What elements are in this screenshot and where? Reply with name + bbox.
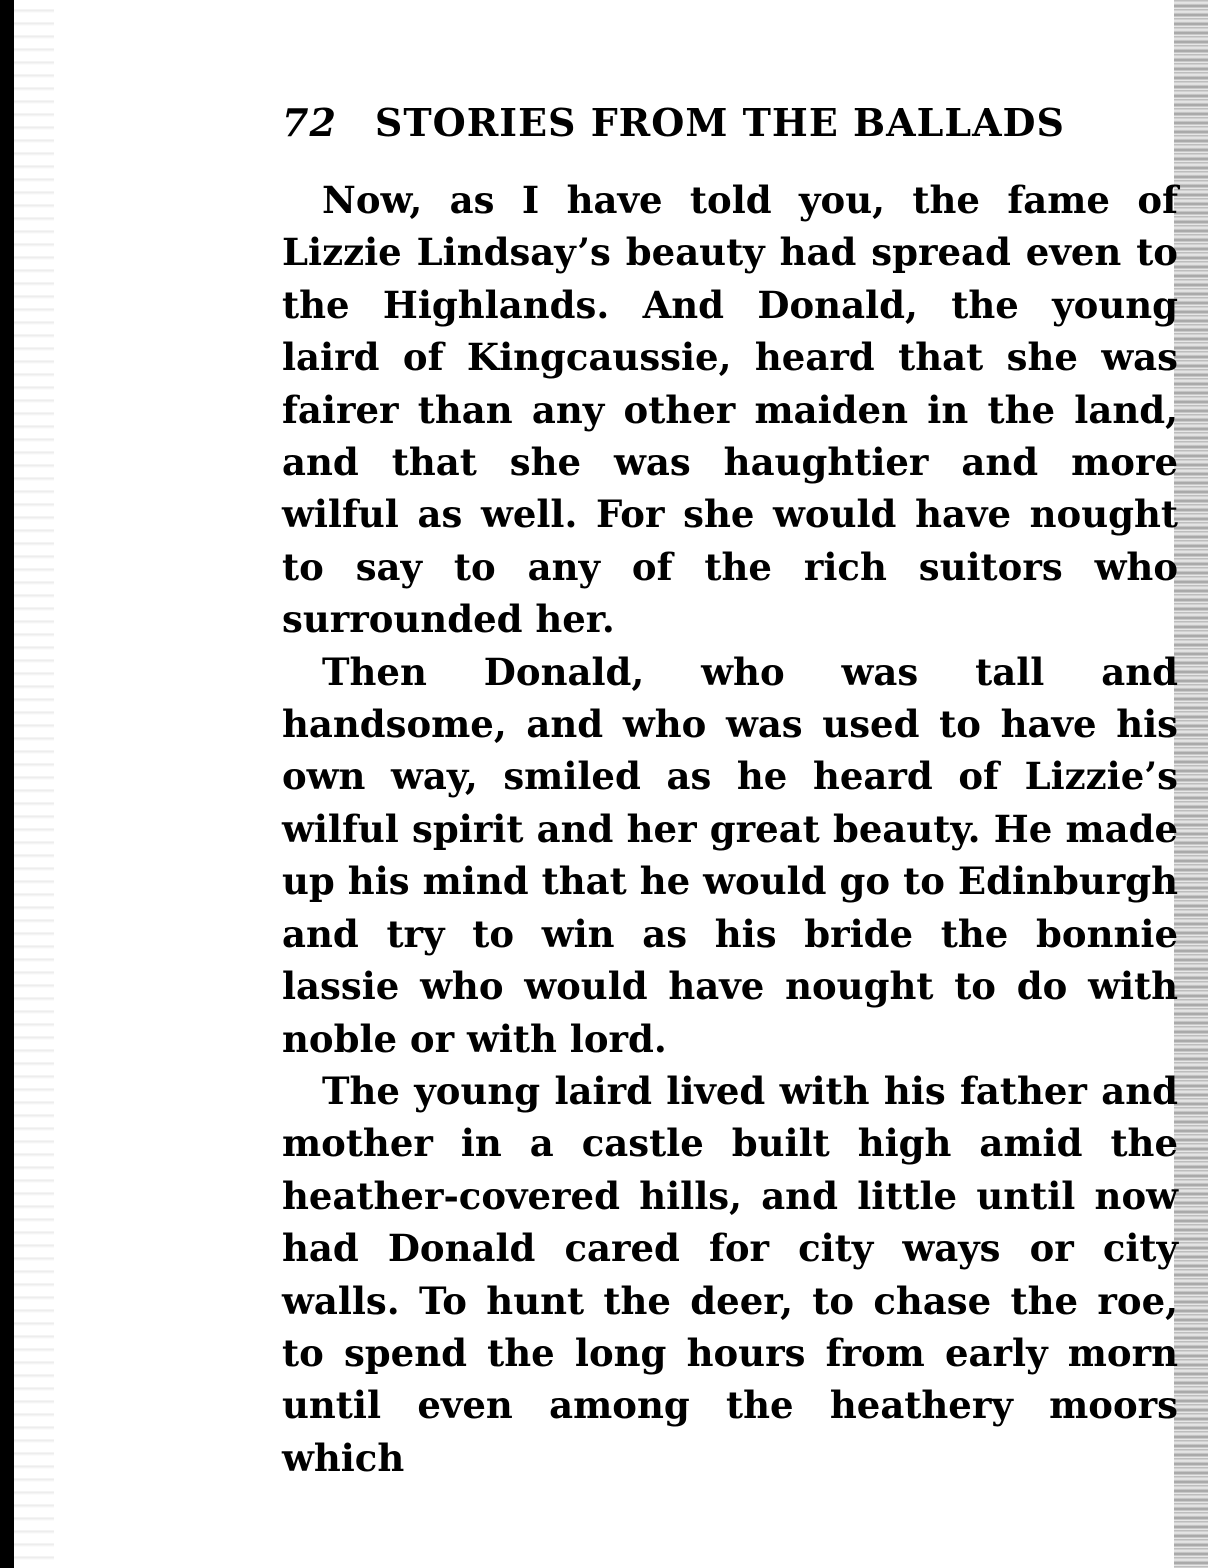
paragraph-3: The young laird lived with his father and mother in a castle built high amid the heather-covered hills, and little until now had Donald cared for city ways or city walls. To hunt the deer, to chase the roe, to spend the long hours from early morn until even among the heathery moors which: [282, 1068, 1178, 1480]
running-title: STORIES FROM THE BALLADS: [374, 100, 1065, 145]
body-text: [282, 174, 1178, 1484]
page-number: 72: [282, 100, 337, 145]
scan-dark-margin: [0, 0, 14, 1568]
paragraph-1: Now, as I have told you, the fame of Lizzie Lindsay’s beauty had spread even to the Highlands. And Donald, the young laird of Kingcaussie, heard that she was fairer than any other maiden in the land, and that she was haughtier and more wilful as well. For she would have nought to say to any of the rich suitors who surrounded her.: [282, 178, 1178, 642]
scan-margin-noise: [14, 0, 54, 1568]
paragraph-2: Then Donald, who was tall and handsome, and who was used to have his own way, smiled as he heard of Lizzie’s wilful spirit and her great beauty. He made up his mind that he would go to Edinburgh and try to win as his bride the bonnie lassie who would have nought to do with noble or with lord.: [282, 649, 1178, 1061]
scan-page-edge: [1174, 0, 1208, 1568]
running-head: [282, 100, 1178, 160]
book-page: [282, 100, 1178, 1484]
